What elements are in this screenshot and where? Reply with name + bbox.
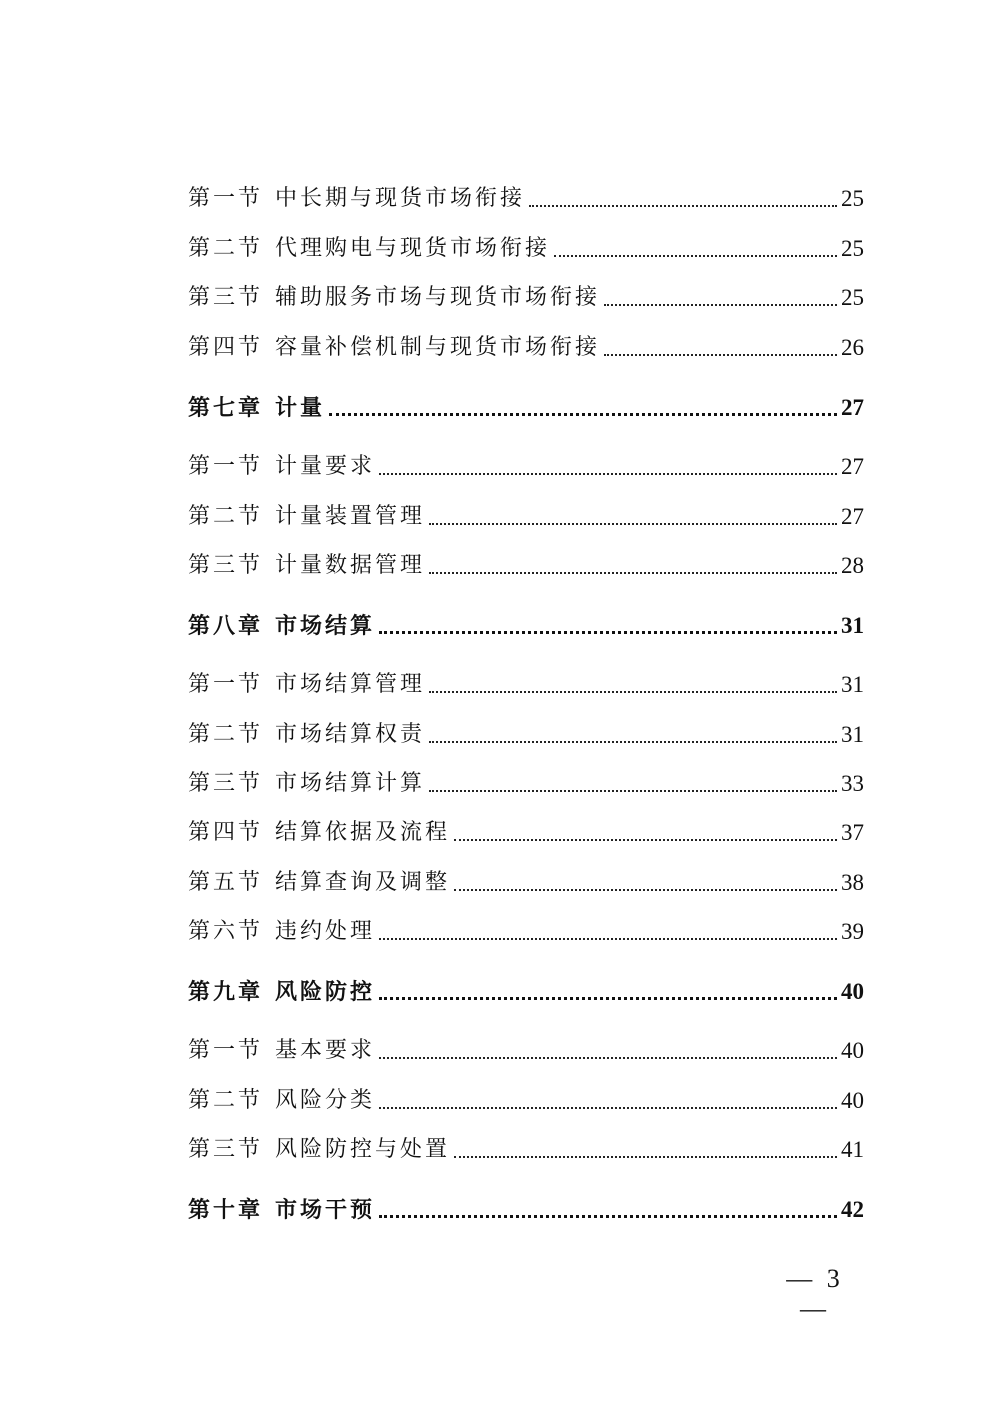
toc-entry-page: 27 [841,454,864,479]
toc-entry-page: 42 [841,1197,864,1222]
toc-entry-page: 38 [841,870,864,895]
toc-entry-label [188,868,450,898]
dot-leader [429,572,837,574]
toc-entry-title: 辅助服务市场与现货市场衔接 [275,285,601,310]
toc-entry-number: 第四节 [188,335,264,360]
toc-entry-number: 第九章 [188,979,264,1005]
toc-entry-title: 结算依据及流程 [275,820,451,845]
toc-entry-number: 第七章 [188,395,264,421]
toc-entry-label [188,1135,450,1165]
toc-entry-label [188,1195,375,1225]
toc-entry-number: 第一节 [188,186,264,211]
toc-entry-label [188,670,425,700]
toc-entry-page: 40 [841,1038,864,1063]
toc-entry-page: 31 [841,613,864,638]
toc-entry-title: 市场结算管理 [275,672,426,697]
dot-leader [379,1215,837,1218]
toc-section-entry[interactable] [188,1129,864,1165]
toc-entry-page: 25 [841,236,864,261]
toc-entry-title: 市场结算权责 [275,722,426,747]
toc-section-entry[interactable] [188,763,864,799]
dot-leader [429,741,837,743]
toc-section-entry[interactable] [188,862,864,898]
toc-entry-title: 计量 [275,395,326,421]
dot-leader [379,1057,837,1059]
toc-entry-page: 27 [841,504,864,529]
toc-section-entry[interactable] [188,277,864,313]
toc-entry-label [188,551,425,581]
toc-section-entry[interactable] [188,228,864,264]
toc-entry-label [188,502,425,532]
page-number: — 3 — [786,1264,844,1323]
toc-entry-title: 违约处理 [275,919,376,944]
toc-entry-page: 25 [841,186,864,211]
toc-entry-title: 市场干预 [275,1197,376,1223]
toc-entry-label [188,769,425,799]
toc-entry-title: 代理购电与现货市场衔接 [275,236,551,261]
toc-entry-title: 计量数据管理 [275,553,426,578]
toc-chapter-entry[interactable] [188,387,864,423]
toc-entry-label [188,234,550,264]
toc-entry-number: 第二节 [188,722,264,747]
toc-entry-page: 26 [841,335,864,360]
dot-leader [604,304,837,306]
toc-entry-number: 第一节 [188,454,264,479]
toc-entry-label [188,1036,375,1066]
toc-chapter-entry[interactable] [188,1189,864,1225]
dot-leader [329,413,837,416]
toc-entry-page: 31 [841,672,864,697]
dot-leader [429,790,837,792]
toc-chapter-entry[interactable] [188,971,864,1007]
toc-entry-label [188,611,375,641]
toc-entry-label [188,393,325,423]
toc-entry-page: 39 [841,919,864,944]
toc-entry-number: 第二节 [188,504,264,529]
toc-entry-number: 第三节 [188,771,264,796]
toc-entry-title: 市场结算计算 [275,771,426,796]
toc-entry-title: 风险防控 [275,979,376,1005]
toc-section-entry[interactable] [188,446,864,482]
toc-entry-number: 第五节 [188,870,264,895]
toc-entry-number: 第十章 [188,1197,264,1223]
toc-entry-number: 第三节 [188,553,264,578]
toc-section-entry[interactable] [188,1030,864,1066]
toc-entry-label [188,977,375,1007]
dot-leader [454,1156,837,1158]
toc-section-entry[interactable] [188,664,864,700]
dot-leader [454,839,837,841]
toc-entry-number: 第一节 [188,1038,264,1063]
toc-entry-page: 37 [841,820,864,845]
toc-entry-label [188,184,525,214]
toc-entry-number: 第二节 [188,236,264,261]
toc-entry-title: 容量补偿机制与现货市场衔接 [275,335,601,360]
toc-section-entry[interactable] [188,178,864,214]
toc-section-entry[interactable] [188,545,864,581]
toc-entry-page: 40 [841,979,864,1004]
toc-entry-page: 28 [841,553,864,578]
toc-entry-number: 第六节 [188,919,264,944]
toc-entry-title: 基本要求 [275,1038,376,1063]
toc-entry-title: 风险分类 [275,1088,376,1113]
toc-entry-title: 风险防控与处置 [275,1137,451,1162]
toc-entry-title: 中长期与现货市场衔接 [275,186,526,211]
toc-entry-page: 25 [841,285,864,310]
toc-entry-label [188,917,375,947]
dot-leader [429,691,837,693]
toc-entry-number: 第二节 [188,1088,264,1113]
toc-entry-page: 33 [841,771,864,796]
toc-entry-label [188,1086,375,1116]
toc-chapter-entry[interactable] [188,605,864,641]
toc-section-entry[interactable] [188,812,864,848]
toc-entry-label [188,283,600,313]
toc-entry-number: 第三节 [188,285,264,310]
toc-entry-label [188,333,600,363]
toc-entry-title: 计量装置管理 [275,504,426,529]
toc-entry-number: 第四节 [188,820,264,845]
dot-leader [529,205,837,207]
toc-entry-label [188,720,425,750]
dot-leader [379,473,837,475]
toc-entry-title: 计量要求 [275,454,376,479]
toc-section-entry[interactable] [188,1080,864,1116]
toc-entry-page: 27 [841,395,864,420]
toc-entry-number: 第八章 [188,613,264,639]
dot-leader [379,938,837,940]
toc-section-entry[interactable] [188,496,864,532]
dot-leader [554,255,837,257]
toc-entry-number: 第三节 [188,1137,264,1162]
toc-section-entry[interactable] [188,911,864,947]
dot-leader [379,997,837,1000]
toc-entry-label [188,452,375,482]
toc-entry-title: 市场结算 [275,613,376,639]
toc-entry-title: 结算查询及调整 [275,870,451,895]
toc-entry-page: 40 [841,1088,864,1113]
toc-entry-page: 31 [841,722,864,747]
toc-section-entry[interactable] [188,327,864,363]
dot-leader [454,889,837,891]
toc-entry-label [188,818,450,848]
dot-leader [429,523,837,525]
dot-leader [379,631,837,634]
dot-leader [379,1107,837,1109]
dot-leader [604,354,837,356]
toc-entry-number: 第一节 [188,672,264,697]
toc-section-entry[interactable] [188,714,864,750]
toc-entry-page: 41 [841,1137,864,1162]
